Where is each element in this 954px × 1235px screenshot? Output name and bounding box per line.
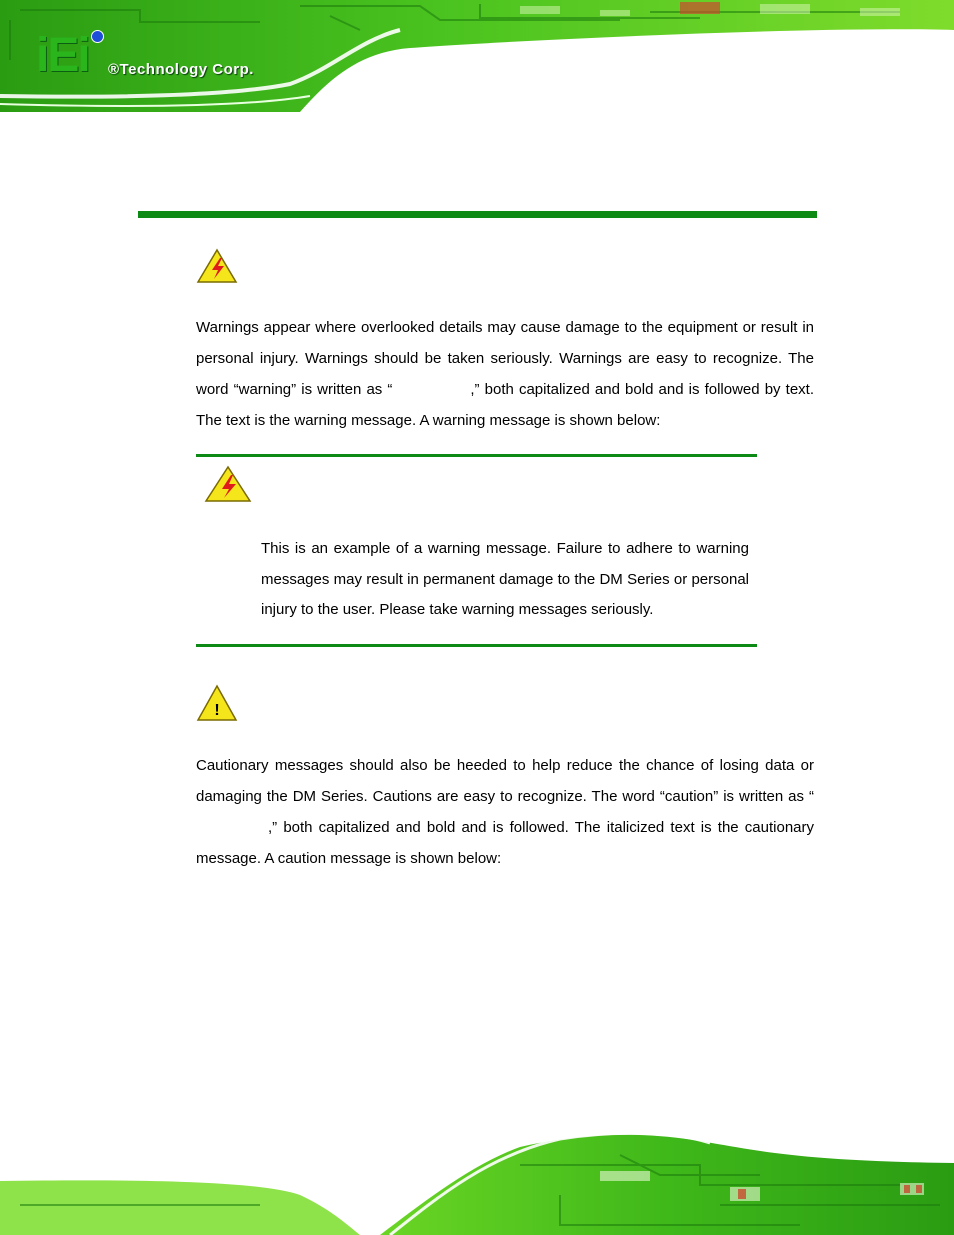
warning-lightning-icon [196, 248, 238, 284]
section-rule [138, 211, 817, 218]
warning-lightning-icon [204, 465, 252, 503]
warning-box-bottom-rule [196, 644, 757, 647]
footer-circuit-banner [0, 1125, 954, 1235]
company-logo [36, 28, 296, 88]
caution-text-part1: Cautionary messages should also be heeded to help reduce the chance of losing data or damaging the DM Series. Cautions are easy to recognize. The word “caution” is written as “ [196, 757, 814, 805]
caution-glyph: ! [214, 702, 220, 719]
logo-text: ®Technology Corp. [108, 61, 254, 78]
logo-dot-icon [91, 30, 104, 43]
logo-mark: iEi [36, 29, 89, 82]
warning-example-message: This is an example of a warning message. Failure to adhere to warning messages may result in permanent damage to the DM Series or personal injury to the user. Please take warning messages seriously. [261, 540, 749, 618]
caution-exclamation-icon [196, 684, 238, 722]
caution-text-part2: ,” both capitalized and bold and is followed. The italicized text is the cautionary message. A caution message is shown below: [196, 819, 814, 867]
warning-text-part2: ,” both capitalized and bold and is followed by text. The text is the warning message. A warning message is shown below: [196, 381, 814, 429]
warning-text-part1: Warnings appear where overlooked details may cause damage to the equipment or result in personal injury. Warnings should be taken seriously. Warnings are easy to recognize. The word “warning” is written as “ [196, 319, 814, 398]
warning-description [196, 312, 814, 436]
warning-box-top-rule [196, 454, 757, 457]
caution-description [196, 750, 814, 874]
